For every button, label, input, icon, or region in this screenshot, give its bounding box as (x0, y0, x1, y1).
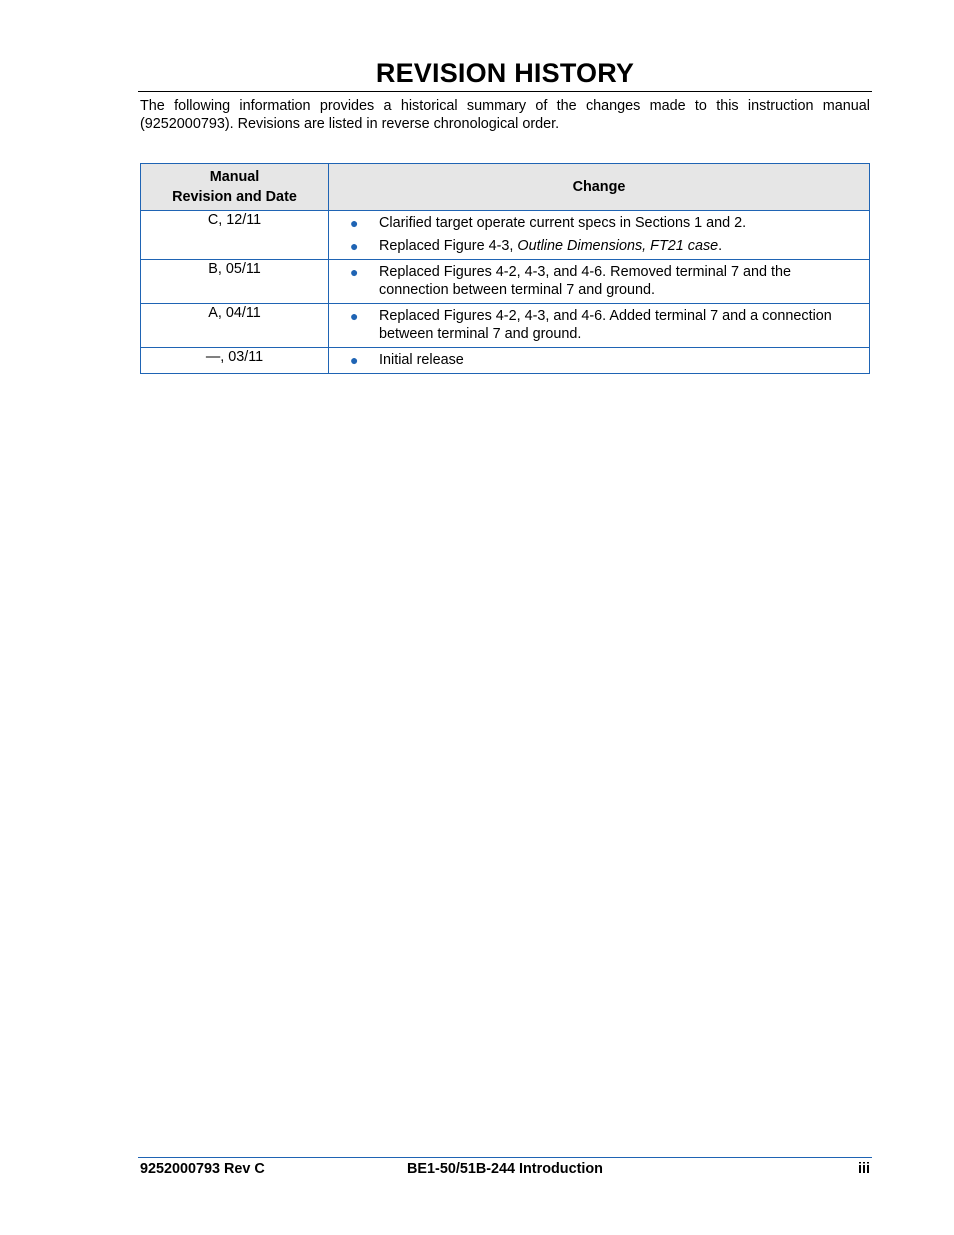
bullet-icon: ● (350, 264, 359, 280)
change-list (329, 348, 869, 373)
change-item (329, 263, 861, 299)
header-rev-line2: Revision and Date (172, 189, 297, 205)
change-cell (329, 260, 870, 304)
change-text: Replaced Figure 4-3, (379, 238, 518, 254)
table-row (141, 211, 870, 260)
footer-document-number: 9252000793 Rev C (140, 1161, 265, 1177)
footer-rule (138, 1157, 872, 1158)
change-text: Replaced Figures 4-2, 4-3, and 4-6. Added terminal 7 and a connection between terminal 7 and ground. (379, 308, 832, 342)
change-text: Clarified target operate current specs in Sections 1 and 2. (379, 215, 747, 231)
revision-table (140, 163, 870, 374)
footer-title: BE1-50/51B-244 Introduction (407, 1161, 603, 1177)
bullet-icon: ● (350, 238, 359, 254)
change-item (329, 351, 861, 369)
change-cell (329, 211, 870, 260)
change-list (329, 260, 869, 303)
table-row (141, 260, 870, 304)
figure-title: Outline Dimensions, FT21 case (517, 238, 719, 254)
bullet-icon: ● (350, 352, 359, 368)
revision-cell: —, 03/11 (141, 348, 329, 374)
change-item (329, 307, 861, 343)
change-text-tail: . (718, 238, 723, 254)
title-rule (138, 91, 872, 92)
header-rev-line1: Manual (209, 169, 260, 185)
page-title: REVISION HISTORY (375, 58, 635, 88)
change-cell (329, 304, 870, 348)
revision-cell: C, 12/11 (141, 211, 329, 260)
footer-page-number: iii (858, 1161, 870, 1177)
header-revision-date (141, 164, 329, 211)
revision-cell: B, 05/11 (141, 260, 329, 304)
change-item (329, 214, 861, 232)
bullet-icon: ● (350, 308, 359, 324)
header-change: Change (329, 164, 870, 211)
table-row (141, 348, 870, 374)
change-text: Replaced Figures 4-2, 4-3, and 4-6. Removed terminal 7 and the connection between terminal 7 and ground. (379, 264, 791, 298)
change-item (329, 237, 861, 255)
bullet-icon: ● (350, 215, 359, 231)
revision-cell: A, 04/11 (141, 304, 329, 348)
table-header-row (141, 164, 870, 211)
change-list (329, 304, 869, 347)
change-text: Initial release (379, 352, 464, 368)
intro-paragraph: The following information provides a historical summary of the changes made to this instruction manual (9252000793). Revisions are listed in reverse chronological order. (140, 98, 870, 132)
change-list (329, 211, 869, 259)
change-cell (329, 348, 870, 374)
table-row (141, 304, 870, 348)
